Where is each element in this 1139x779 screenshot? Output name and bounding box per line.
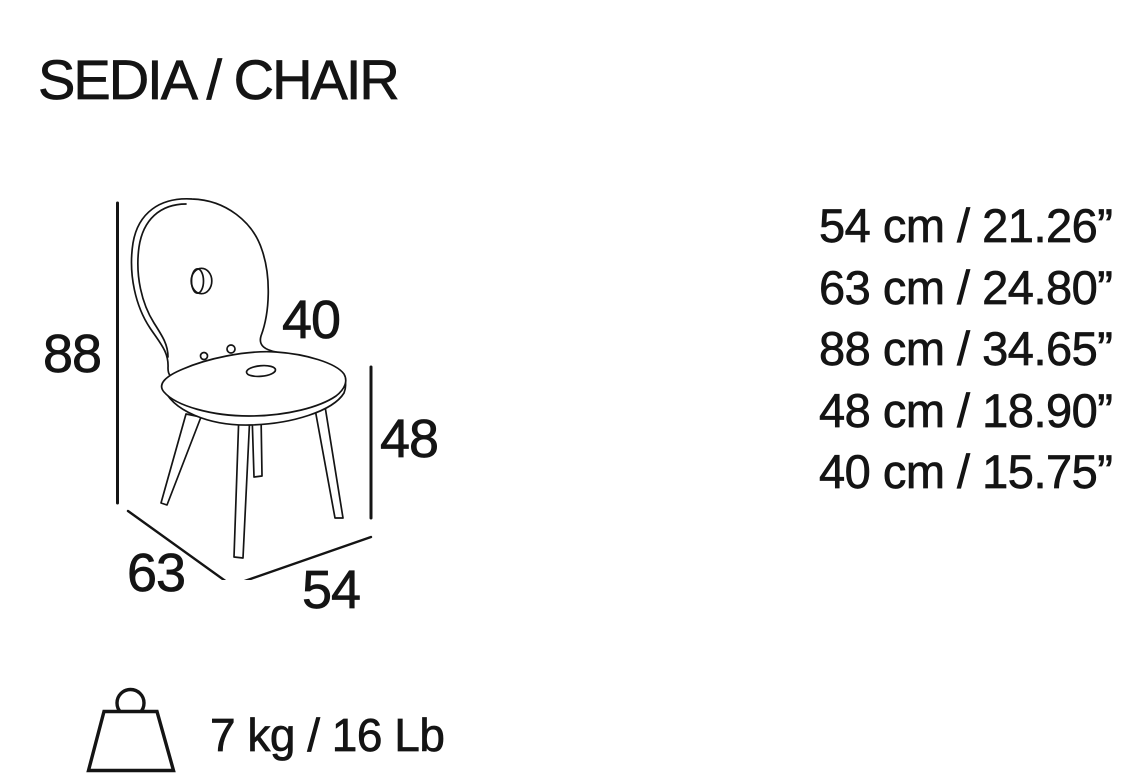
seat-dot-left (201, 353, 208, 360)
dimension-list-item: 40 cm / 15.75” (819, 445, 1113, 498)
chair-line-drawing (100, 185, 420, 580)
weight-text: 7 kg / 16 Lb (210, 709, 445, 761)
weight-icon (82, 685, 182, 775)
dim-label-depth: 63 (126, 543, 186, 603)
dimension-list-item: 63 cm / 24.80” (819, 260, 1113, 314)
dim-label-back-width: 40 (281, 290, 341, 350)
page-title: SEDIA / CHAIR (38, 48, 398, 111)
chair-leg-rear-right (313, 398, 343, 518)
dimension-list (819, 195, 1112, 503)
seat-dot-right (227, 345, 235, 353)
dim-label-height: 88 (42, 324, 102, 384)
weight-icon-body (89, 712, 174, 771)
chair-leg-front-right (234, 412, 250, 558)
dimension-list-item: 54 cm / 21.26” (819, 199, 1113, 252)
dim-label-seat-height: 48 (379, 409, 439, 469)
dim-label-width: 54 (301, 560, 361, 620)
dimension-list-item: 88 cm / 34.65” (819, 322, 1113, 375)
dimension-list-item: 48 cm / 18.90” (819, 383, 1113, 437)
chair-leg-front-left (161, 414, 201, 505)
